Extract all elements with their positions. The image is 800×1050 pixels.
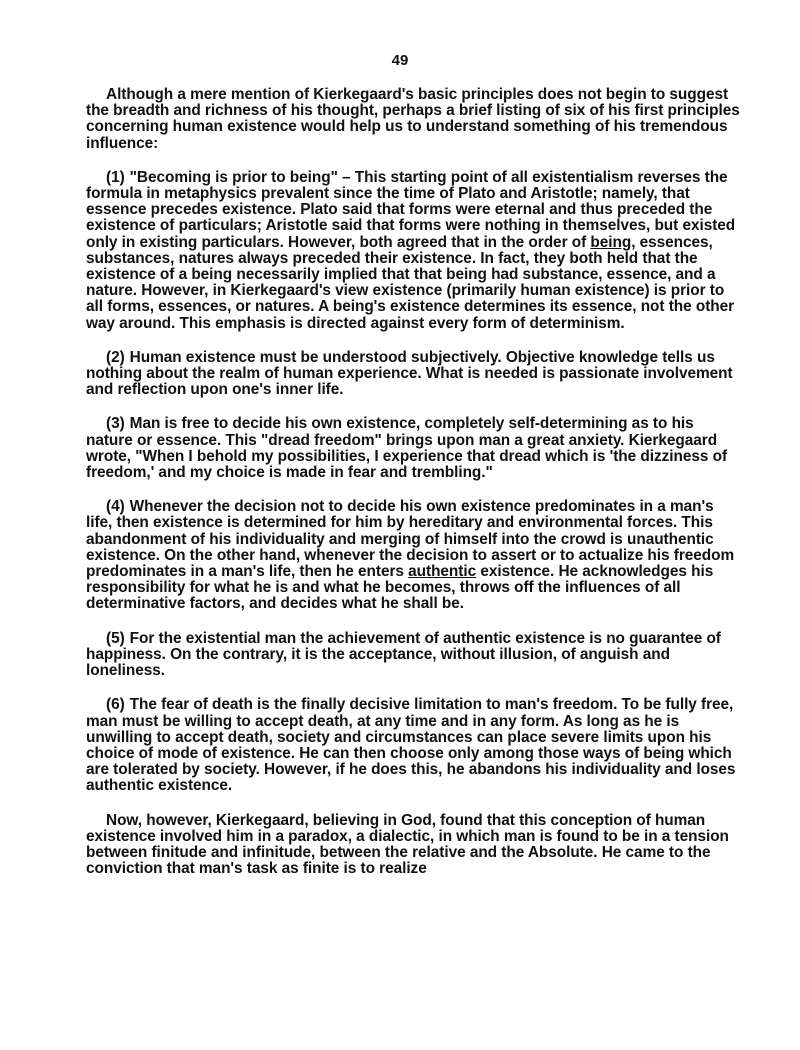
principle-6-text: The fear of death is the finally decisive limitation to man's freedom. To be fully free, man must be willing to accept death, at any time and in any form. As long as he is unwilling to accept death, society and circumstances can place severe limits upon his choice of mode of existence. He can then choose only among those ways of being which are tolerated by society. However, if he does this, he abandons his individuality and loses authentic existence. xyxy=(86,696,736,795)
intro-paragraph: Although a mere mention of Kierkegaard's basic principles does not begin to suggest the breadth and richness of his thought, perhaps a brief listing of six of his first principles concerning human existence would help us to understand something of his tremendous influence: xyxy=(86,86,740,152)
principle-3-number: (3) xyxy=(106,415,125,433)
principle-6-paragraph xyxy=(86,697,741,794)
principle-2-paragraph xyxy=(86,350,741,399)
principle-1-paragraph xyxy=(86,170,741,332)
principle-2-number: (2) xyxy=(106,348,125,366)
principle-1-text-a: "Becoming is prior to being" – This starting point of all existentialism reverses the formula in metaphysics prevalent since the time of Plato and Aristotle; namely, that essence precedes existence. Plato said that forms were eternal and thus preceded the existence of particulars; Aristotle said that forms were nothing in themselves, but existed only in existing particulars. However, both agreed that in the order of xyxy=(86,168,736,251)
document-body xyxy=(86,87,741,895)
principle-4-underlined-authentic: authentic xyxy=(408,563,477,581)
principle-5-text: For the existential man the achievement of authentic existence is no guarantee of happiness. On the contrary, it is the acceptance, without illusion, of anguish and loneliness. xyxy=(86,629,721,680)
principle-5-number: (5) xyxy=(106,629,125,647)
principle-2-text: Human existence must be understood subjectively. Objective knowledge tells us nothing about the realm of human experience. What is needed is passionate involvement and reflection upon one's inner life. xyxy=(86,348,733,399)
principle-3-text: Man is free to decide his own existence, completely self-determining as to his nature or essence. This "dread freedom" brings upon man a great anxiety. Kierkegaard wrote, "When I behold my possibilities, I experience that dread which is 'the dizziness of freedom,' and my choice is made in fear and trembling." xyxy=(86,415,728,482)
principle-1-text-b: , essences, substances, natures always preceded their existence. In fact, they both held that the existence of a being necessarily implied that that being had substance, essence, and a nature. However, in Kierkegaard's view existence (primarily human existence) is prior to all forms, essences, or natures. A being's existence determines its essence, not the other way around. This emphasis is directed against every form of determinism. xyxy=(86,233,735,332)
principle-1-underlined-being: being xyxy=(590,233,632,251)
principle-6-number: (6) xyxy=(106,696,125,714)
principle-3-paragraph xyxy=(86,416,741,481)
principle-5-paragraph xyxy=(86,631,741,680)
principle-4-text-b: existence. He acknowledges his responsibility for what he is and what he becomes, throws off the influences of all determinative factors, and decides what he shall be. xyxy=(86,563,714,613)
page-number: 49 xyxy=(391,52,409,69)
closing-paragraph: Now, however, Kierkegaard, believing in God, found that this conception of human existence involved him in a paradox, a dialectic, in which man is found to be in a tension between finitude and infinitude, between the relative and the Absolute. He came to the conviction that man's task as finite is to realize xyxy=(86,811,729,878)
principle-1-number: (1) xyxy=(106,168,125,186)
principle-4-text-a: Whenever the decision not to decide his own existence predominates in a man's life, then existence is determined for him by hereditary and environmental forces. This abandonment of his individuality and merging of himself into the crowd is unauthentic existence. On the other hand, whenever the decision to assert or to actualize his freedom predominates in a man's life, then he enters xyxy=(86,498,735,581)
principle-4-paragraph xyxy=(86,499,741,612)
principle-4-number: (4) xyxy=(106,498,125,516)
